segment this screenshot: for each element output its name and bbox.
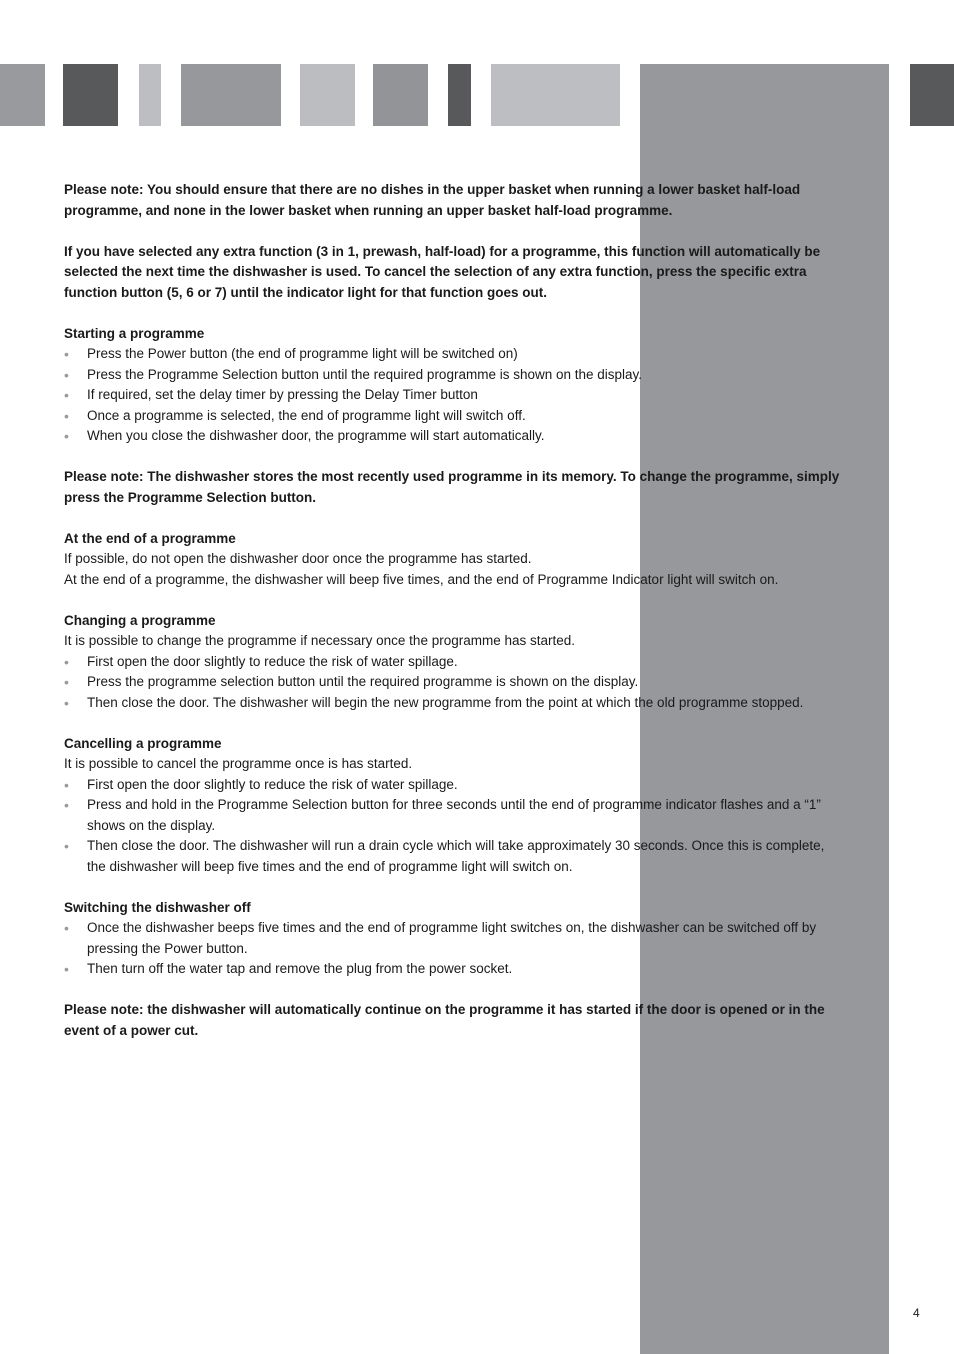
page-number: 4 — [913, 1306, 920, 1320]
header-block — [63, 64, 118, 126]
section-switching — [64, 898, 844, 980]
page-content — [64, 180, 844, 1062]
bullet-list — [64, 918, 844, 980]
section-heading: Cancelling a programme — [64, 735, 222, 751]
section-changing — [64, 611, 844, 714]
list-item: • First open the door slightly to reduce the risk of water spillage. — [64, 652, 844, 673]
header-block — [181, 64, 281, 126]
section-cancelling — [64, 734, 844, 878]
list-item: • Once a programme is selected, the end of programme light will switch off. — [64, 406, 844, 427]
list-item: • Press the programme selection button until the required programme is shown on the display. — [64, 672, 844, 693]
header-block — [448, 64, 471, 126]
section-heading: Switching the dishwasher off — [64, 899, 251, 915]
list-item: • Then close the door. The dishwasher will run a drain cycle which will take approximately 30 seconds. Once this is complete, the dishwasher will beep five times and the end of programme light will switch on. — [64, 836, 844, 877]
header-block — [0, 64, 45, 126]
section-end — [64, 529, 844, 591]
list-item: • Press the Power button (the end of programme light will be switched on) — [64, 344, 844, 365]
header-block — [300, 64, 355, 126]
list-item: • First open the door slightly to reduce the risk of water spillage. — [64, 775, 844, 796]
note-power-cut: Please note: the dishwasher will automatically continue on the programme it has started if the door is opened or in the event of a power cut. — [64, 1002, 825, 1038]
note-memory: Please note: The dishwasher stores the most recently used programme in its memory. To change the programme, simply press the Programme Selection button. — [64, 469, 840, 505]
body-line: It is possible to change the programme if necessary once the programme has started. — [64, 633, 576, 648]
section-heading: Changing a programme — [64, 612, 216, 628]
header-block — [491, 64, 620, 126]
header-block — [373, 64, 428, 126]
list-item: • Then turn off the water tap and remove the plug from the power socket. — [64, 959, 844, 980]
bullet-list — [64, 652, 844, 714]
list-item: • Then close the door. The dishwasher will begin the new programme from the point at which the old programme stopped. — [64, 693, 844, 714]
note-extra-function: If you have selected any extra function (3 in 1, prewash, half-load) for a programme, this function will automatically be selected the next time the dishwasher is used. To cancel the selection of any extra function, press the specific extra function button (5, 6 or 7) until the indicator light for that function goes out. — [64, 243, 821, 300]
section-heading: At the end of a programme — [64, 530, 236, 546]
list-item: • If required, set the delay timer by pressing the Delay Timer button — [64, 385, 844, 406]
body-line: It is possible to cancel the programme once is has started. — [64, 756, 413, 771]
note-half-load: Please note: You should ensure that there are no dishes in the upper basket when running a lower basket half-load programme, and none in the lower basket when running an upper basket half-load programme. — [64, 182, 801, 218]
section-heading: Starting a programme — [64, 325, 205, 341]
bullet-list — [64, 344, 844, 447]
bullet-list — [64, 775, 844, 878]
header-block — [910, 64, 954, 126]
section-starting — [64, 324, 844, 447]
list-item: • When you close the dishwasher door, the programme will start automatically. — [64, 426, 844, 447]
body-line: If possible, do not open the dishwasher door once the programme has started. — [64, 551, 532, 566]
body-line: At the end of a programme, the dishwasher will beep five times, and the end of Programme Indicator light will switch on. — [64, 571, 779, 587]
list-item: • Once the dishwasher beeps five times and the end of programme light switches on, the dishwasher can be switched off by pressing the Power button. — [64, 918, 844, 959]
list-item: • Press and hold in the Programme Selection button for three seconds until the end of programme indicator flashes and a “1” shows on the display. — [64, 795, 844, 836]
list-item: • Press the Programme Selection button until the required programme is shown on the display. — [64, 365, 844, 386]
header-block — [139, 64, 161, 126]
